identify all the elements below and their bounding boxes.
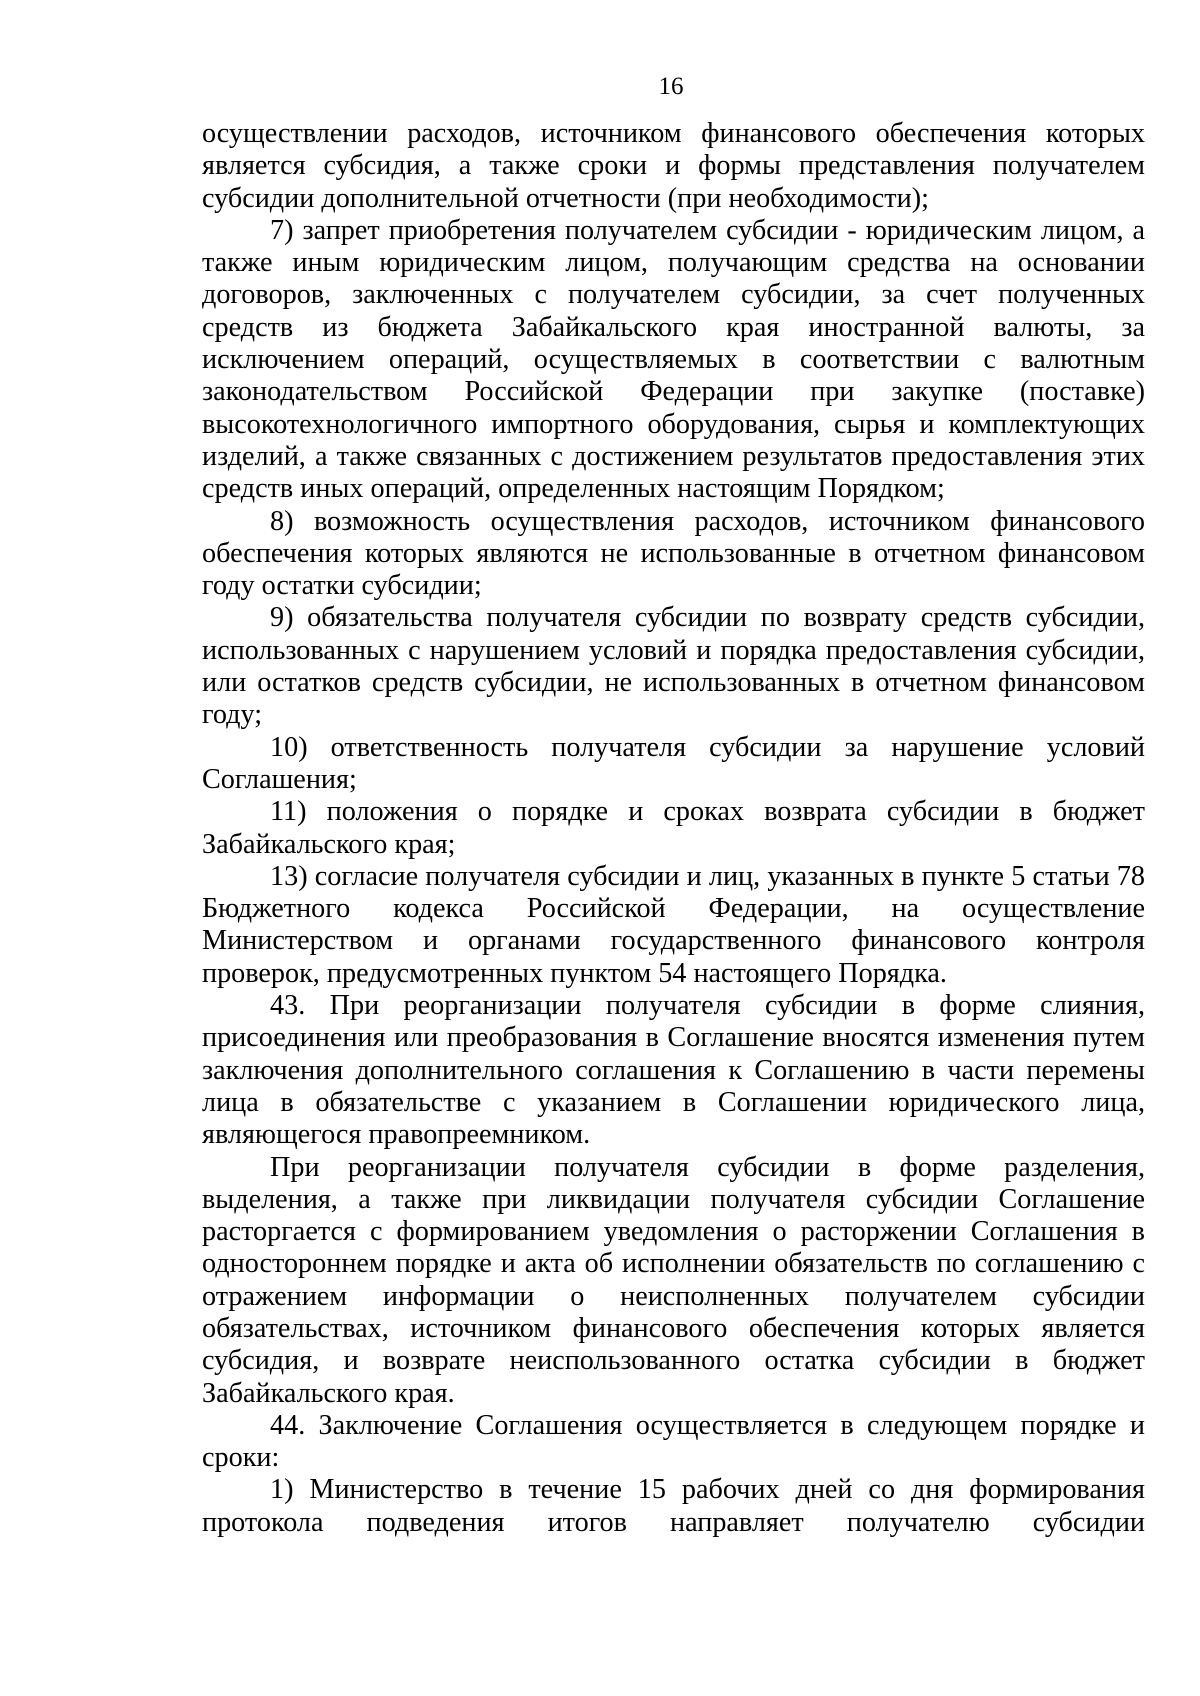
- document-body: [202, 118, 1145, 1539]
- paragraph-item-9: 9) обязательства получателя субсидии по возврату средств субсидии, использованных с нарушением условий и порядка предоставления субсидии, или остатков средств субсидии, не использованных в отчетном финансовом году;: [202, 602, 1145, 731]
- paragraph-item-8: 8) возможность осуществления расходов, источником финансового обеспечения которых являются не использованные в отчетном финансовом году остатки субсидии;: [202, 505, 1145, 602]
- paragraph-clause-43: 43. При реорганизации получателя субсидии в форме слияния, присоединения или преобразования в Соглашение вносятся изменения путем заключения дополнительного соглашения к Соглашению в части перемены лица в обязательстве с указанием в Соглашении юридического лица, являющегося правопреемником.: [202, 990, 1145, 1151]
- paragraph-item-13: 13) согласие получателя субсидии и лиц, указанных в пункте 5 статьи 78 Бюджетного кодекса Российской Федерации, на осуществление Министерством и органами государственного финансового контроля проверок, предусмотренных пунктом 54 настоящего Порядка.: [202, 860, 1145, 989]
- paragraph-clause-44: 44. Заключение Соглашения осуществляется в следующем порядке и сроки:: [202, 1409, 1145, 1474]
- paragraph-item-7: 7) запрет приобретения получателем субсидии - юридическим лицом, а также иным юридическим лицом, получающим средства на основании договоров, заключенных с получателем субсидии, за счет полученных средств из бюджета Забайкальского края иностранной валюты, за исключением операций, осуществляемых в соответствии с валютным законодательством Российской Федерации при закупке (поставке) высокотехнологичного импортного оборудования, сырья и комплектующих изделий, а также связанных с достижением результатов предоставления этих средств иных операций, определенных настоящим Порядком;: [202, 214, 1145, 505]
- paragraph-item-11: 11) положения о порядке и сроках возврата субсидии в бюджет Забайкальского края;: [202, 796, 1145, 860]
- page-number: 16: [658, 73, 684, 100]
- paragraph-clause-43-part-2: При реорганизации получателя субсидии в форме разделения, выделения, а также при ликвидации получателя субсидии Соглашение расторгается с формированием уведомления о расторжении Соглашения в одностороннем порядке и акта об исполнении обязательств по соглашению с отражением информации о неисполненных получателем субсидии обязательствах, источником финансового обеспечения которых является субсидия, и возврате неиспользованного остатка субсидии в бюджет Забайкальского края.: [202, 1151, 1145, 1409]
- paragraph-clause-44-item-1: 1) Министерство в течение 15 рабочих дней со дня формирования протокола подведения итогов направляет получателю субсидии: [202, 1474, 1145, 1538]
- paragraph-continuation: осуществлении расходов, источником финансового обеспечения которых является субсидия, а также сроки и формы представления получателем субсидии дополнительной отчетности (при необходимости);: [202, 118, 1145, 214]
- paragraph-item-10: 10) ответственность получателя субсидии за нарушение условий Соглашения;: [202, 731, 1145, 795]
